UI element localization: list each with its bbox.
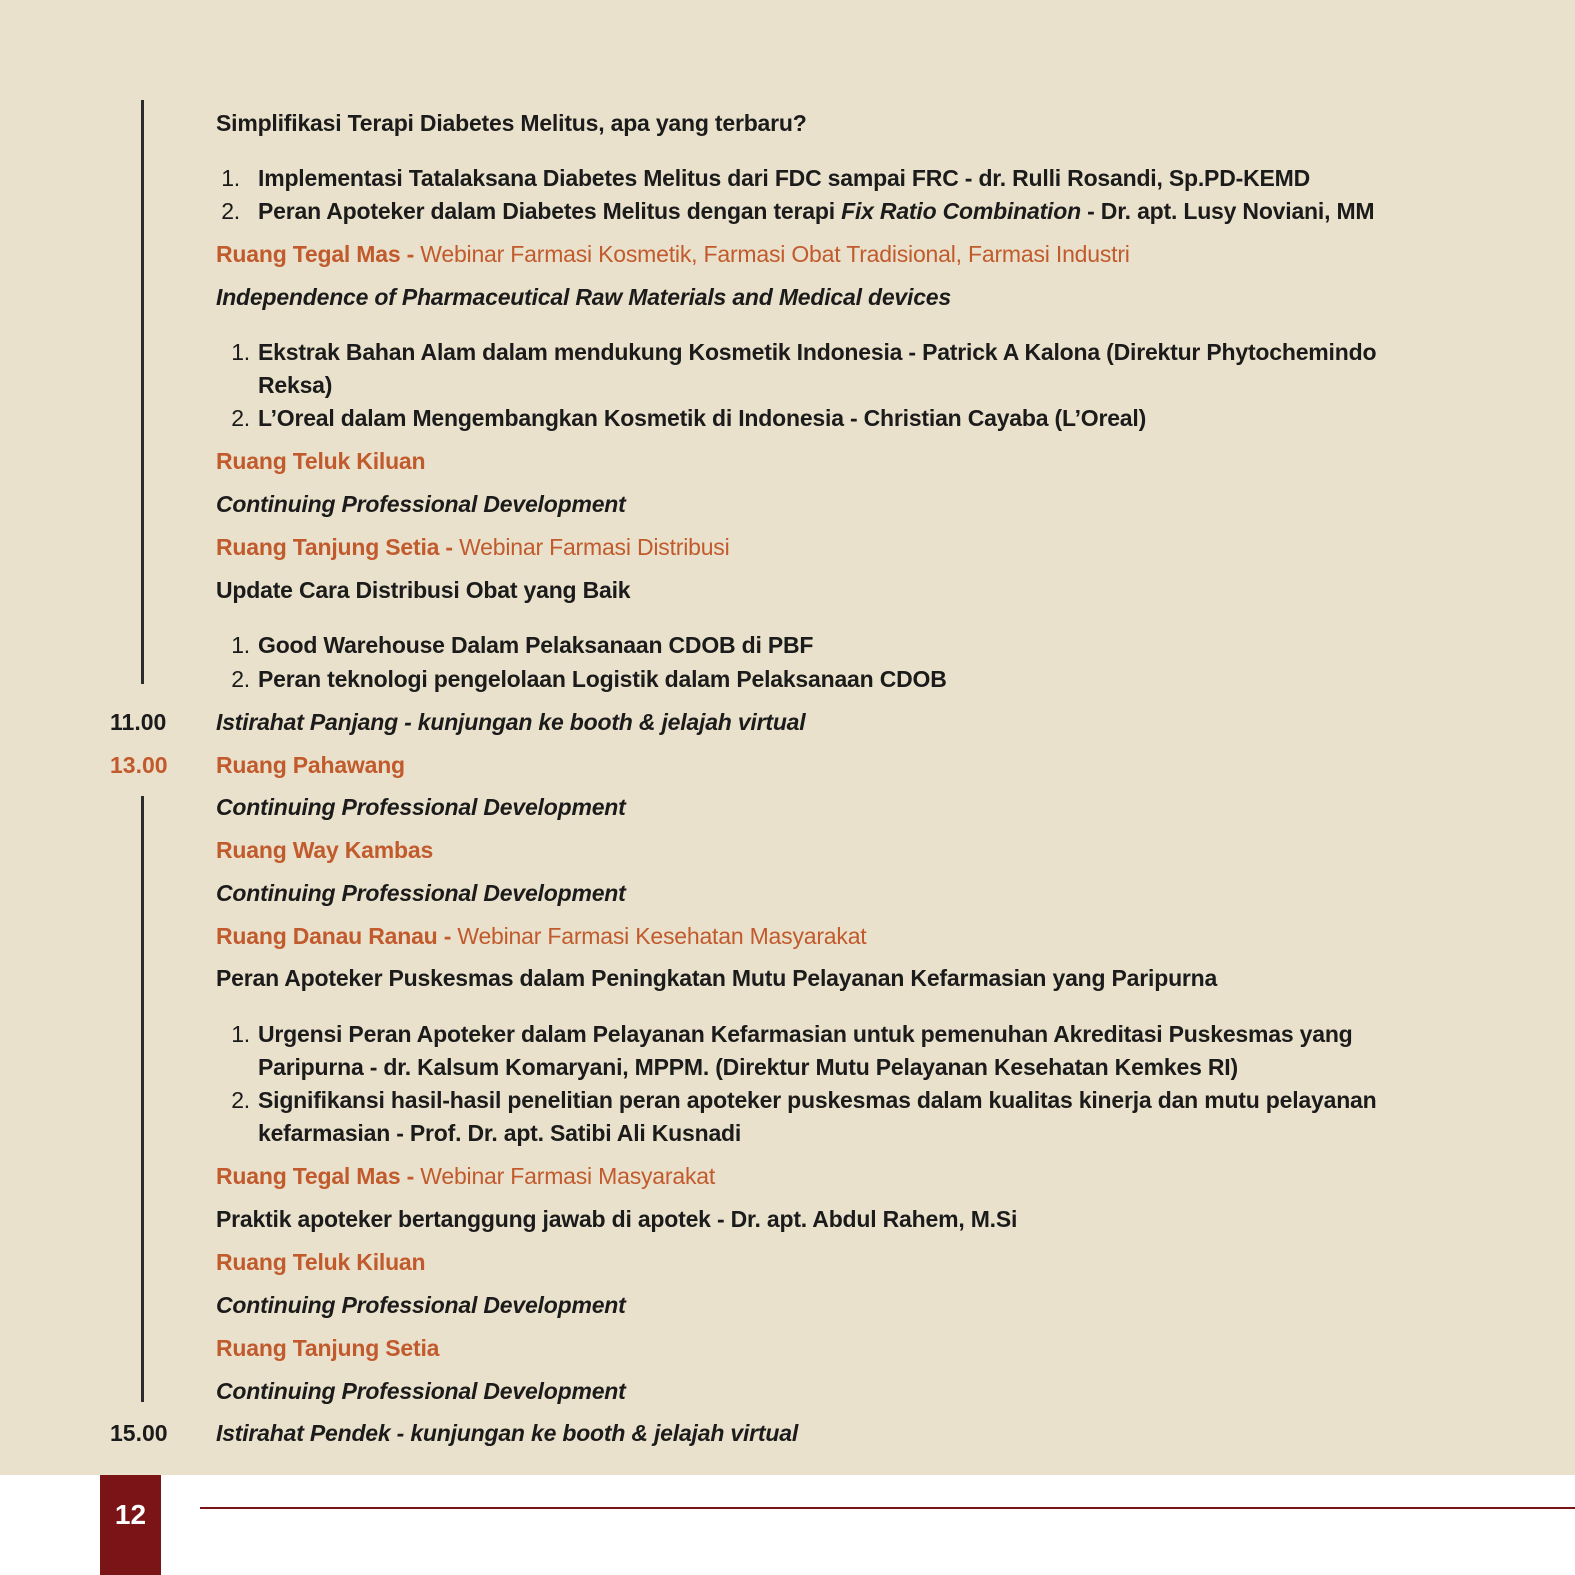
room-heading (216, 533, 730, 561)
room-description: Webinar Farmasi Distribusi (459, 534, 730, 560)
list-text: L’Oreal dalam Mengembangkan Kosmetik di Indonesia - Christian Cayaba (L’Oreal) (258, 405, 1147, 431)
timeline-bar-1 (141, 100, 144, 684)
list-number: 2. (221, 198, 240, 224)
room-heading: Ruang Teluk Kiluan (216, 448, 426, 474)
session-title: Simplifikasi Terapi Diabetes Melitus, apa yang terbaru? (216, 110, 807, 136)
list-number: 2. (231, 1087, 250, 1113)
list-text (258, 197, 1374, 225)
footer-divider (200, 1507, 1575, 1509)
session-title: Update Cara Distribusi Obat yang Baik (216, 577, 631, 603)
list-text-post: - Dr. apt. Lusy Noviani, MM (1080, 198, 1375, 224)
room-heading: Ruang Tanjung Setia (216, 1335, 440, 1361)
session-title: Continuing Professional Development (216, 1378, 626, 1404)
list-text: Signifikansi hasil-hasil penelitian peran apoteker puskesmas dalam kualitas kinerja dan mutu pelayanan (258, 1087, 1377, 1113)
session-title: Peran Apoteker Puskesmas dalam Peningkatan Mutu Pelayanan Kefarmasian yang Paripurna (216, 965, 1218, 991)
list-text: Reksa) (258, 372, 333, 398)
break-text: Istirahat Panjang - kunjungan ke booth & jelajah virtual (216, 709, 806, 735)
room-heading (216, 240, 1130, 268)
session-title: Continuing Professional Development (216, 491, 626, 517)
list-text: Implementasi Tatalaksana Diabetes Melitus dari FDC sampai FRC - dr. Rulli Rosandi, Sp.PD-KEMD (258, 165, 1310, 191)
time-label: 13.00 (110, 752, 168, 778)
list-number: 2. (231, 666, 250, 692)
room-name: Ruang Tanjung Setia - (216, 534, 460, 560)
room-name: Ruang Tegal Mas - (216, 1163, 421, 1189)
session-title: Continuing Professional Development (216, 880, 626, 906)
room-heading (216, 922, 866, 950)
time-label: 11.00 (110, 709, 167, 735)
page-number-box (100, 1475, 161, 1575)
session-title: Praktik apoteker bertanggung jawab di apotek - Dr. apt. Abdul Rahem, M.Si (216, 1206, 1018, 1232)
list-number: 1. (231, 339, 250, 365)
room-heading: Ruang Teluk Kiluan (216, 1249, 426, 1275)
list-number: 1. (221, 165, 240, 191)
room-name: Ruang Danau Ranau - (216, 923, 458, 949)
list-number: 2. (231, 405, 250, 431)
room-heading (216, 1162, 715, 1190)
room-name: Ruang Tegal Mas - (216, 241, 421, 267)
session-title: Continuing Professional Development (216, 1292, 626, 1318)
session-title: Independence of Pharmaceutical Raw Materials and Medical devices (216, 284, 951, 310)
list-text-pre: Peran Apoteker dalam Diabetes Melitus dengan terapi (258, 198, 842, 224)
room-heading: Ruang Pahawang (216, 752, 405, 778)
room-description: Webinar Farmasi Kosmetik, Farmasi Obat Tradisional, Farmasi Industri (420, 241, 1130, 267)
list-text: Urgensi Peran Apoteker dalam Pelayanan Kefarmasian untuk pemenuhan Akreditasi Puskesmas yang (258, 1021, 1353, 1047)
list-text-emphasis: Fix Ratio Combination (841, 198, 1081, 224)
list-text: Good Warehouse Dalam Pelaksanaan CDOB di PBF (258, 632, 814, 658)
room-description: Webinar Farmasi Kesehatan Masyarakat (457, 923, 867, 949)
list-text: kefarmasian - Prof. Dr. apt. Satibi Ali Kusnadi (258, 1120, 742, 1146)
list-text: Peran teknologi pengelolaan Logistik dalam Pelaksanaan CDOB (258, 666, 947, 692)
session-title: Continuing Professional Development (216, 794, 626, 820)
break-text: Istirahat Pendek - kunjungan ke booth & jelajah virtual (216, 1420, 799, 1446)
list-text: Paripurna - dr. Kalsum Komaryani, MPPM. (Direktur Mutu Pelayanan Kesehatan Kemkes RI) (258, 1054, 1238, 1080)
page-number: 12 (114, 1499, 147, 1530)
room-heading: Ruang Way Kambas (216, 837, 434, 863)
room-description: Webinar Farmasi Masyarakat (420, 1163, 716, 1189)
list-number: 1. (231, 632, 250, 658)
list-number: 1. (231, 1021, 250, 1047)
timeline-bar-2 (141, 796, 144, 1402)
time-label: 15.00 (110, 1420, 168, 1446)
list-text: Ekstrak Bahan Alam dalam mendukung Kosmetik Indonesia - Patrick A Kalona (Direktur Phytochemindo (258, 339, 1377, 365)
